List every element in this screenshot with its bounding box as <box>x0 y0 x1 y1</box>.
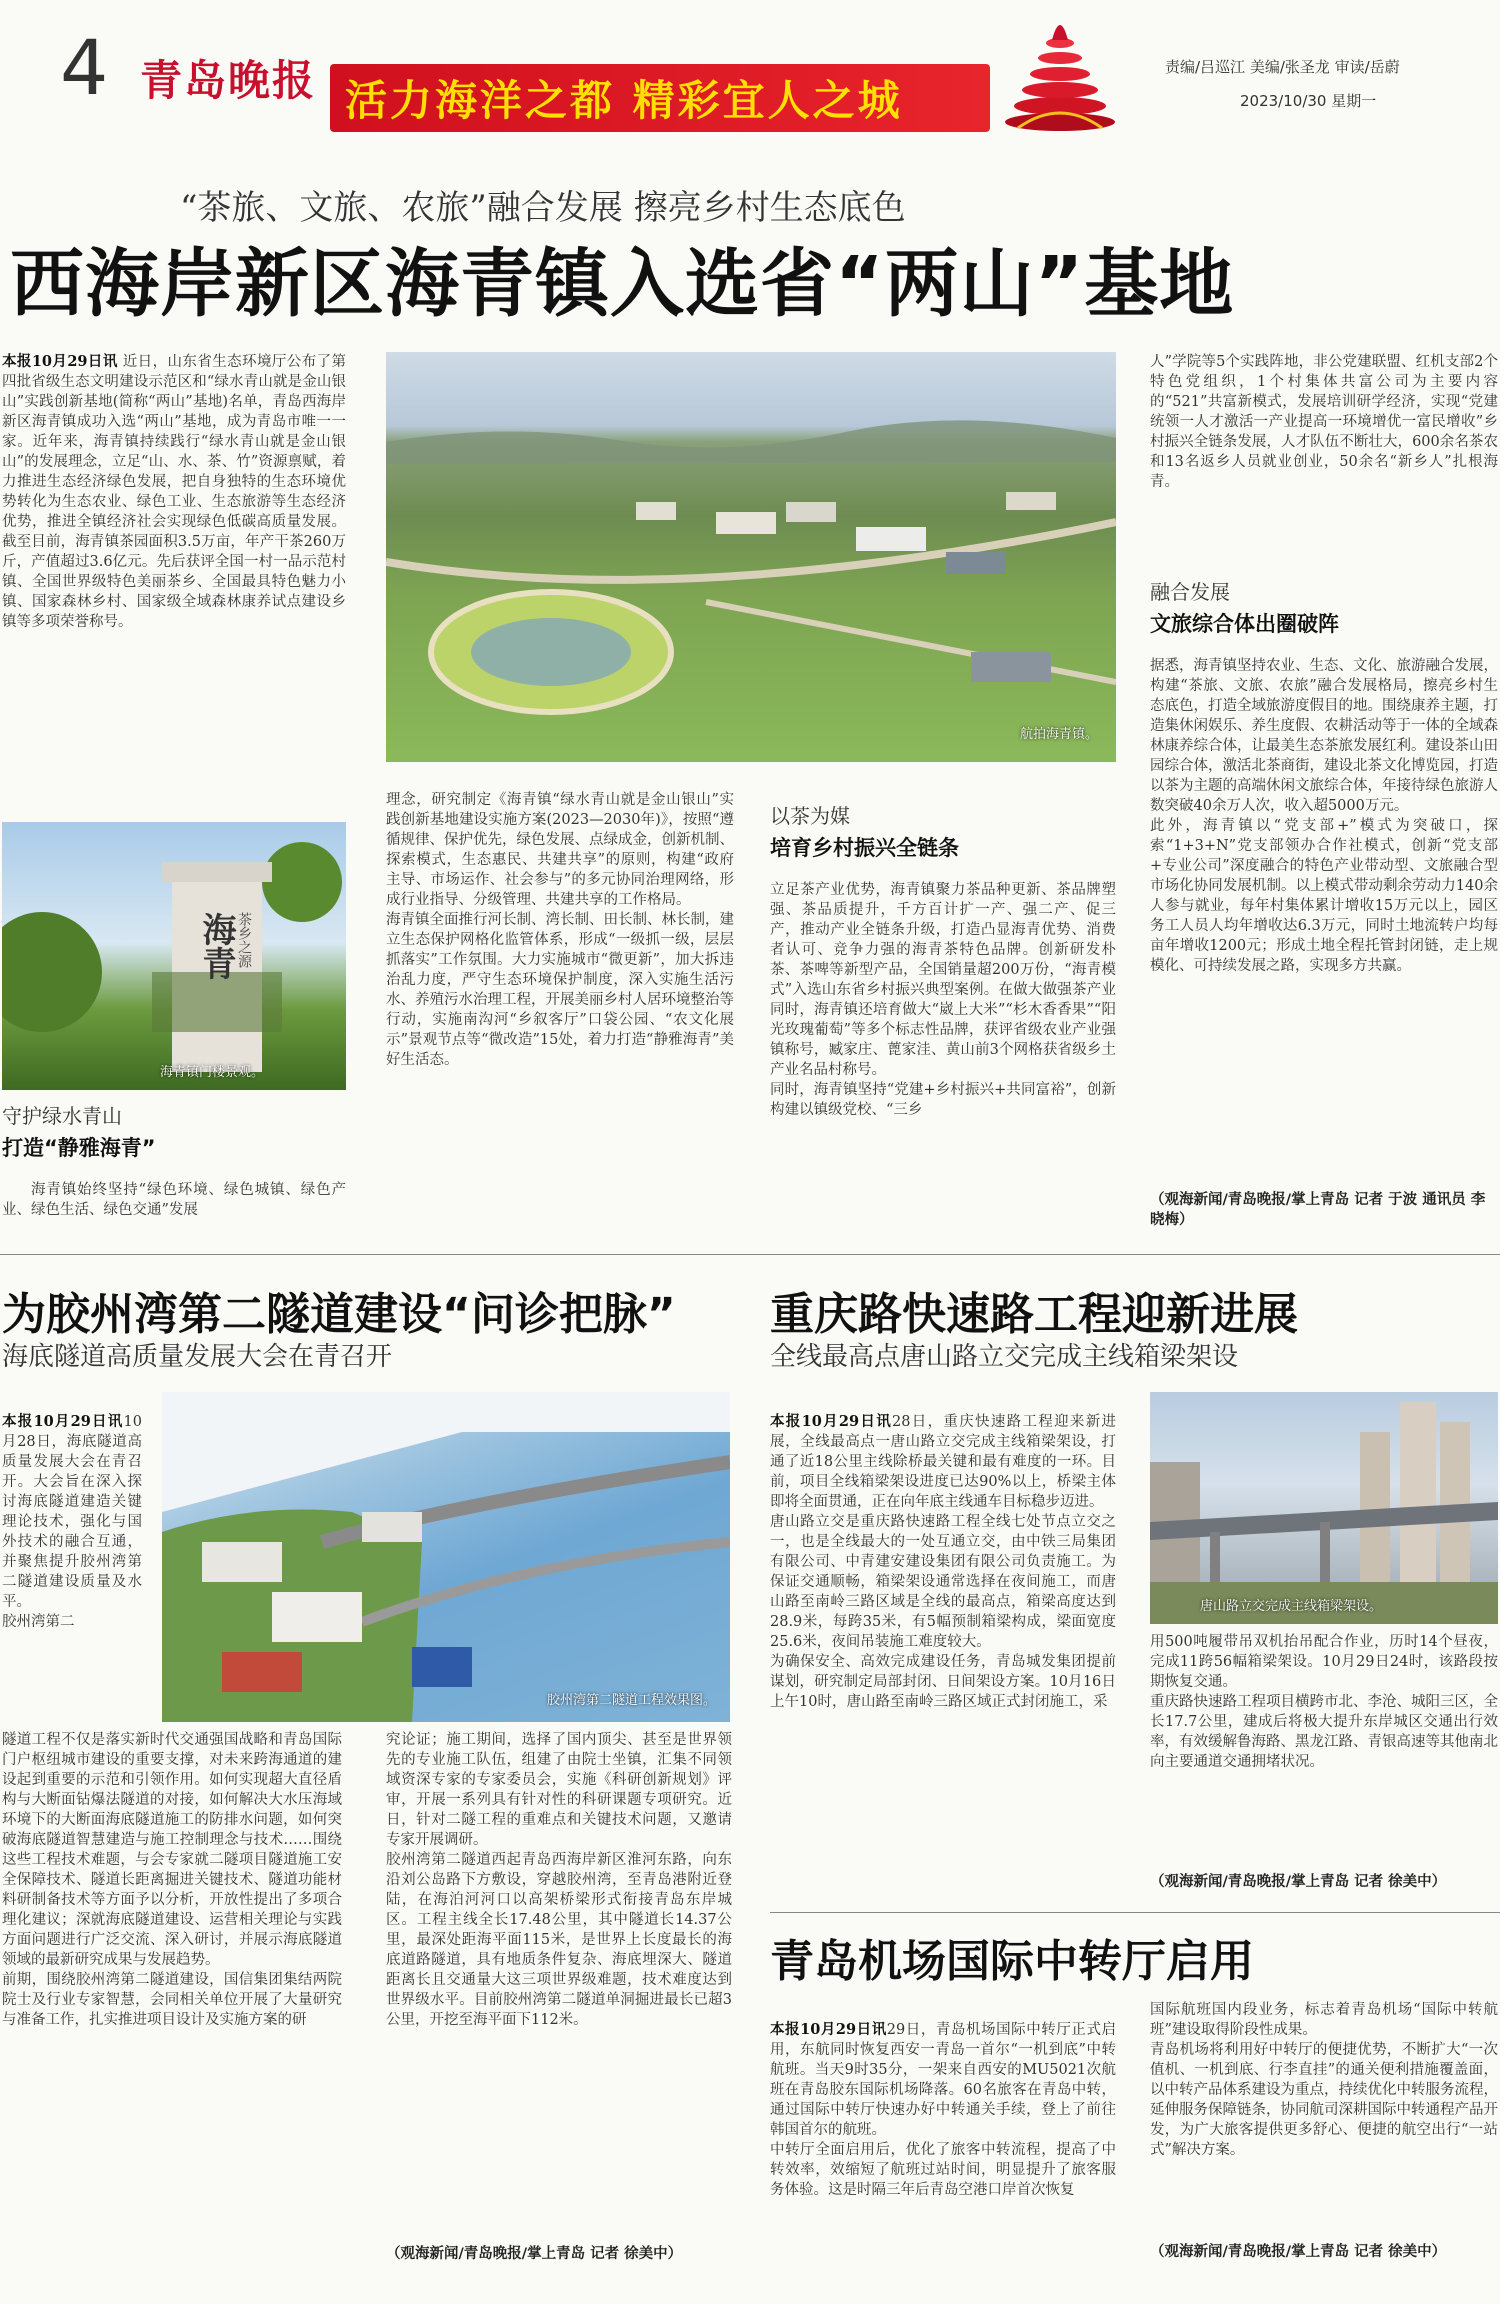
body-text: 29日，青岛机场国际中转厅正式启用，东航同时恢复西安一青岛一首尔“一机到底”中转航班。当天9时35分，一架来自西安的MU5021次航班在青岛胶东国际机场降落。60名旅客在青岛中转，通过国际中转厅快速办好中转通关手续，登上了前往韩国首尔的航班。 中转厅全面启用后，优化了旅客中转流程，提高了中转效率，效缩短了航班过站时间，明显提升了旅客服务体验。这是时隔三年后青岛空港口岸首次恢复 <box>770 2022 1116 2198</box>
chongqing-story-column-1 <box>770 1392 1116 1862</box>
lead-story-column-3: 立足茶产业优势，海青镇聚力茶品种更新、茶品牌塑强、茶品质提升，千方百计扩一产、强二产、促三产，推动产业全链条升级，打造凸显海青优势、消费者认可、竞争力强的海青茶特色品牌。创新研发朴茶、茶啤等新型产品，全国销量超200万份，“海青模式”入选山东省乡村振兴典型案例。在做大做强茶产业同时，海青镇还培育做大“崴上大米”“杉木香香果”“阳光玫瑰葡萄”等多个标志性品牌，获评省级农业产业强镇称号，臧家庄、蓖家洼、黄山前3个网格获省级乡土产业名品村称号。 同时，海青镇坚持“党建+乡村振兴+共同富裕”，创新构建以镇级党校、“三乡 <box>770 882 1116 1118</box>
photo-caption: 航拍海青镇。 <box>1019 727 1098 742</box>
tunnel-story-subhead: 海底隧道高质量发展大会在青召开 <box>2 1342 393 1372</box>
overpass-photo <box>1150 1392 1498 1624</box>
dateline: 本报10月29日讯 <box>770 2021 887 2038</box>
tunnel-story-narrow-column <box>2 1392 142 1722</box>
airport-story-column-2: 国际航班国内段业务，标志着青岛机场“国际中转航班”建设取得阶段性成果。 青岛机场将利用好中转厅的便捷优势，不断扩大“一次值机、一机到底、行李直挂”的通关便利措施覆盖面，以中转产品体系建设为重点，持续优化中转服务流程，延伸服务保障链条，协同航司深耕国际中转通程产品开发，为广大旅客提供更多舒心、便捷的航空出行“一站式”解决方案。 <box>1150 2002 1498 2158</box>
chongqing-story-credit: （观海新闻/青岛晚报/掌上青岛 记者 徐美中） <box>1150 1874 1447 1890</box>
lead-story-kicker: “茶旅、文旅、农旅”融合发展 擦亮乡村生态底色 <box>180 188 906 228</box>
photo-caption: 海青镇门楼景观。 <box>160 1065 265 1080</box>
stone-side-inscription: 茶乡之源 <box>236 912 252 968</box>
body-text: 10月28日，海底隧道高质量发展大会在青召开。大会旨在深入探讨海底隧道建造关键理论技术，强化与国外技术的融合互通，并聚焦提升胶州湾第二隧道建设质量及水平。 胶州湾第二 <box>2 1414 142 1630</box>
chongqing-story-subhead: 全线最高点唐山路立交完成主线箱梁架设 <box>770 1342 1239 1372</box>
chongqing-story-column-2: 用500吨履带吊双机抬吊配合作业，历时14个昼夜，完成11跨56幅箱梁架设。10月29日24时，该路段按期恢复交通。 重庆路快速路工程项目横跨市北、李沧、城阳三区，全长17.7公里，建成后将极大提升东岸城区交通出行效率，有效缓解鲁海路、黑龙江路、青银高速等其他南北向主要通道交通拥堵状况。 <box>1150 1634 1498 1770</box>
lead-story-column-2: 理念，研究制定《海青镇“绿水青山就是金山银山”实践创新基地建设实施方案(2023—2030年)》，按照“遵循规律、保护优先，绿色发展、点绿成金，创新机制、探索模式，生态惠民、共建共享”的原则，构建“政府主导、市场运作、社会参与”的多元协同治理网络，形成行业指导、分级管理、共建共享的工作格局。 海青镇全面推行河长制、湾长制、田长制、林长制，建立生态保护网格化监管体系，形成“一级抓一级，层层抓落实”工作氛围。大力实施城市“微更新”，加大拆违治乱力度，严守生态环境保护制度，深入实施生活污水、养殖污水治理工程，开展美丽乡村人居环境整治等行动，实施南沟河“乡叙客厅”口袋公园、“农文化展示”景观节点等“微改造”15处，着力打造“静雅海青”美好生活态。 <box>386 792 734 1068</box>
dateline: 本报10月29日讯 <box>2 1413 124 1430</box>
section-divider <box>770 1912 1500 1913</box>
section-divider <box>0 1254 1500 1255</box>
dateline: 本报10月29日讯 <box>2 353 118 370</box>
page-number: 4 <box>60 23 109 112</box>
airport-story-credit: （观海新闻/青岛晚报/掌上青岛 记者 徐美中） <box>1150 2244 1447 2260</box>
lead-story-column-4: 人”学院等5个实践阵地，非公党建联盟、红机支部2个特色党组织，1个村集体共富公司为主要内容的“521”共富新模式，发展培训研学经济，实现“党建统领一人才激活一产业提高一环境增优一富民增收”乡村振兴全链条发展，人才队伍不断壮大，600余名茶农和13名返乡人员就业创业，50余名“新乡人”扎根海青。 <box>1150 354 1498 490</box>
airport-story-column-1 <box>770 2000 1116 2298</box>
lead-story-headline: 西海岸新区海青镇入选省“两山”基地 <box>10 241 1235 327</box>
section-subhead-light: 融合发展 <box>1150 580 1230 604</box>
lead-story-section1-text: 海青镇始终坚持“绿色环境、绿色城镇、绿色产业、绿色生活、绿色交通”发展 <box>2 1182 346 1218</box>
dateline: 本报10月29日讯 <box>770 1413 893 1430</box>
photo-caption: 唐山路立交完成主线箱梁架设。 <box>1200 1599 1383 1614</box>
section-subhead-bold: 培育乡村振兴全链条 <box>770 836 959 860</box>
masthead-banner-slogan: 活力海洋之都 精彩宜人之城 <box>345 76 903 125</box>
section-subhead-bold: 打造“静雅海青” <box>2 1136 156 1160</box>
body-text: 28日，重庆快速路工程迎来新进展，全线最高点一唐山路立交完成主线箱梁架设，打通了近18公里主线除桥最关键和最有难度的一环。目前，项目全线箱梁架设进度已达90%以上，桥梁主体即将全面贯通，正在向年底主线通车目标稳步迈进。 唐山路立交是重庆路快速路工程全线七处节点立交之一，也是全线最大的一处互通立交，由中铁三局集团有限公司、中青建安建设集团有限公司负责施工。为保证交通顺畅，箱梁架设通常选择在夜间施工，而唐山路至南岭三路区域是全线的最高点，箱梁高度达到28.9米，每跨35米，有5幅预制箱梁构成，梁面宽度25.6米，夜间吊装施工难度较大。 为确保安全、高效完成建设任务，青岛城发集团提前谋划，研究制定局部封闭、日间架设方案。10月16日上午10时，唐山路至南岭三路区域正式封闭施工，采 <box>770 1414 1116 1710</box>
editor-credits: 责编/吕巡江 美编/张圣龙 审读/岳蔚 <box>1165 58 1400 76</box>
tunnel-rendering-photo <box>162 1392 730 1722</box>
photo-town-gate <box>2 822 346 1090</box>
section-subhead-light: 守护绿水青山 <box>2 1104 122 1128</box>
publication-date: 2023/10/30 星期一 <box>1240 92 1377 110</box>
section-subhead-light: 以茶为媒 <box>770 804 850 828</box>
tunnel-story-column-1: 隧道工程不仅是落实新时代交通强国战略和青岛国际门户枢纽城市建设的重要支撑，对未来跨海通道的建设起到重要的示范和引领作用。如何实现超大直径盾构与大断面钻爆法隧道的对接，如何解决大水压海域环境下的大断面海底隧道施工的防排水问题，如何突破海底隧道智慧建造与施工控制理念与技术……围绕这些工程技术难题，与会专家就二隧项目隧道施工安全保障技术、隧道长距离掘进关键技术、隧道功能材料研制备技术等方面予以分析，开放性提出了多项合理化建议；深就海底隧道建设、运营相关理论与实践方面问题进行广泛交流、深入研讨，并展示海底隧道领域的最新研究成果与发展趋势。 前期，围绕胶州湾第二隧道建设，国信集团集结两院院士及行业专家智慧，会同相关单位开展了大量研究与准备工作，扎实推进项目设计及实施方案的研 <box>2 1732 342 2028</box>
photo-caption: 胶州湾第二隧道工程效果图。 <box>546 1693 716 1708</box>
tower-emblem-icon <box>1000 10 1120 135</box>
tunnel-story-headline: 为胶州湾第二隧道建设“问诊把脉” <box>2 1289 676 1340</box>
tunnel-story-credit: （观海新闻/青岛晚报/掌上青岛 记者 徐美中） <box>386 2246 683 2262</box>
stone-inscription: 海青 <box>196 912 236 980</box>
tunnel-story-column-2: 究论证；施工期间，选择了国内顶尖、甚至是世界领先的专业施工队伍，组建了由院士坐镇，汇集不同领域资深专家的专家委员会，实施《科研创新规划》评审，开展一系列具有针对性的科研课题专项研究。近日，针对二隧工程的重难点和关键技术问题，又邀请专家开展调研。 胶州湾第二隧道西起青岛西海岸新区淮河东路，向东沿刘公岛路下方敷设，穿越胶州湾，至青岛港附近登陆，在海泊河河口以高架桥梁形式衔接青岛东岸城区。工程主线全长17.48公里，其中隧道长14.37公里，最深处距海平面115米，是世界上长度最长的海底道路隧道，具有地质条件复杂、海底埋深大、隧道距离长且交通量大这三项世界级难题，技术难度达到世界级水平。目前胶州湾第二隧道单洞掘进最长已超3公里，开挖至海平面下112米。 <box>386 1732 732 2028</box>
lead-story-column-4b: 据悉，海青镇坚持农业、生态、文化、旅游融合发展，构建“茶旅、文旅、农旅”融合发展格局，擦亮乡村生态底色，打造全域旅游度假目的地。围绕康养主题，打造集休闲娱乐、养生度假、农耕活动等于一体的全域森林康养综合体，让最美生态茶旅发展红利。建设茶山田园综合体，激活北茶商街，建设北茶文化博览园，打造以茶为主题的高端休闲文旅综合体，年接待绿色旅游人数突破40余万人次，收入超5000万元。 此外，海青镇以“党支部+”模式为突破口，探索“1+3+N”党支部领办合作社模式，创新“党支部+专业公司”深度融合的特色产业带动型、文旅融合型市场化协同发展机制。以上模式带动剩余劳动力140余人参与就业，每年村集体累计增收15万元以上，园区务工人员人均年增收达6.3万元，同时土地流转户均每亩年增收1200元；形成土地全程托管封闭链，走上规模化、可持续发展之路，实现多方共赢。 <box>1150 658 1498 974</box>
section-subhead-bold: 文旅综合体出圈破阵 <box>1150 612 1339 636</box>
newspaper-brand-logo: 青岛晚报 <box>140 56 317 105</box>
lead-story-credit: （观海新闻/青岛晚报/掌上青岛 记者 于波 通讯员 李晓梅） <box>1150 1192 1486 1228</box>
chongqing-story-headline: 重庆路快速路工程迎新进展 <box>770 1289 1298 1340</box>
airport-story-headline: 青岛机场国际中转厅启用 <box>770 1936 1254 1987</box>
lead-story-column-1 <box>2 352 346 792</box>
aerial-photo-haiqing-town <box>386 352 1116 762</box>
body-text: 近日，山东省生态环境厅公布了第四批省级生态文明建设示范区和“绿水青山就是金山银山”实践创新基地(简称“两山”基地)名单，青岛西海岸新区海青镇成功入选“两山”基地，成为青岛市唯一一家。近年来，海青镇持续践行“绿水青山就是金山银山”的发展理念，立足“山、水、茶、竹”资源禀赋，着力推进生态经济绿色发展，把自身独特的生态环境优势转化为生态农业、绿色工业、生态旅游等生态经济优势，推进全镇经济社会实现绿色低碳高质量发展。截至目前，海青镇茶园面积3.5万亩，年产干茶260万斤，产值超过3.6亿元。先后获评全国一村一品示范村镇、全国世界级特色美丽茶乡、全国最具特色魅力小镇、国家森林乡村、国家级全域森林康养试点建设乡镇等多项荣誉称号。 <box>2 354 346 630</box>
